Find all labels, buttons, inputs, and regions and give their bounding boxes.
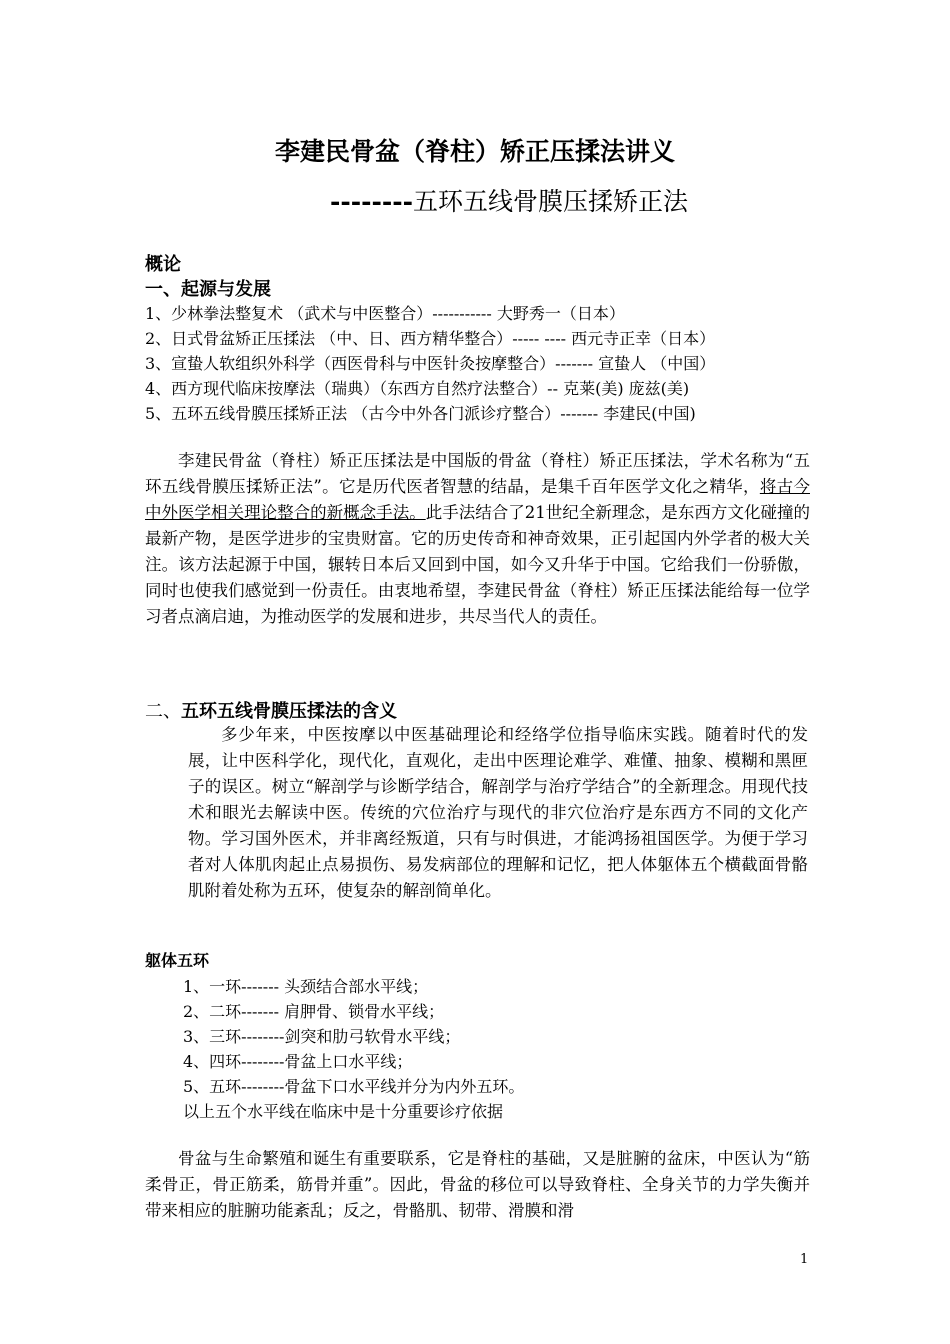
overview-heading: 概论 xyxy=(145,254,181,275)
document-subtitle xyxy=(330,182,688,218)
subtitle-dashes: -------- xyxy=(330,187,414,216)
section1-heading: 一、起源与发展 xyxy=(145,279,271,300)
intro-paragraph xyxy=(145,448,810,630)
meaning-paragraph: 多少年来，中医按摩以中医基础理论和经络学位指导临床实践。随着时代的发展，让中医科学化，现代化，直观化，走出中医理论难学、难懂、抽象、模糊和黑匣子的误区。树立“解剖学与诊断学结合，解剖学与治疗学结合”的全新理念。用现代技术和眼光去解读中医。传统的穴位治疗与现代的非穴位治疗是东西方不同的文化产物。学习国外医术，并非离经叛道，只有与时俱进，才能鸿扬祖国医学。为便于学习者对人体肌肉起止点易损伤、易发病部位的理解和记忆，把人体躯体五个横截面骨骼肌附着处称为五环，使复杂的解剖简单化。 xyxy=(188,725,808,900)
intro-underlined-text: 将古今中外医学相关理论整合的新概念手法。 xyxy=(145,477,810,522)
page-number: 1 xyxy=(800,1252,809,1267)
origin-item-4: 4、西方现代临床按摩法（瑞典）（东西方自然疗法整合）-- 克莱(美) 庞兹(美) xyxy=(145,379,690,398)
document-title: 李建民骨盆（脊柱）矫正压揉法讲义 xyxy=(274,137,675,166)
section2-heading-text: 五环五线骨膜压揉法的含义 xyxy=(181,701,397,722)
origin-item-1: 1、少林拳法整复术 （武术与中医整合）----------- 大野秀一（日本） xyxy=(145,304,625,323)
subtitle-text: 五环五线骨膜压揉矫正法 xyxy=(413,187,689,216)
ring-item-4: 4、四环--------骨盆上口水平线； xyxy=(183,1052,413,1071)
ring-item-5: 5、五环--------骨盆下口水平线并分为内外五环。 xyxy=(183,1077,525,1096)
intro-text-b: 此手法结合了21世纪全新理念，是东西方文化碰撞的最新产物，是医学进步的宝贵财富。它的历史传奇和神奇效果，正引起国内外学者的极大关注。该方法起源于中国，辗转日本后又回到中国，如今又升华于中国。它给我们一份骄傲，同时也使我们感觉到一份责任。由衷地希望，李建民骨盆（脊柱）矫正压揉法能给每一位学习者点滴启迪，为推动医学的发展和进步，共尽当代人的责任。 xyxy=(145,503,810,626)
origin-item-5: 5、五环五线骨膜压揉矫正法 （古今中外各门派诊疗整合）------- 李建民(中国) xyxy=(145,404,696,423)
pelvis-paragraph: 骨盆与生命繁殖和诞生有重要联系，它是脊柱的基础，又是脏腑的盆床，中医认为“筋柔骨正，骨正筋柔，筋骨并重”。因此，骨盆的移位可以导致脊柱、全身关节的力学失衡并带来相应的脏腑功能紊乱；反之，骨骼肌、韧带、滑膜和滑 xyxy=(145,1149,810,1220)
ring-item-3: 3、三环--------剑突和肋弓软骨水平线； xyxy=(183,1027,461,1046)
ring-item-2: 2、二环------- 肩胛骨、锁骨水平线； xyxy=(183,1002,445,1021)
rings-note: 以上五个水平线在临床中是十分重要诊疗依据 xyxy=(183,1102,504,1121)
section2-heading xyxy=(145,697,397,723)
origin-item-2: 2、日式骨盆矫正压揉法 （中、日、西方精华整合）----- ---- 西元寺正幸（日本） xyxy=(145,329,716,348)
rings-heading: 躯体五环 xyxy=(145,951,210,970)
section2-prefix: 二、 xyxy=(145,701,181,722)
intro-text-a: 李建民骨盆（脊柱）矫正压揉法是中国版的骨盆（脊柱）矫正压揉法，学术名称为“五环五线骨膜压揉矫正法”。它是历代医者智慧的结晶，是集千百年医学文化之精华， xyxy=(145,451,810,496)
ring-item-1: 1、一环------- 头颈结合部水平线； xyxy=(183,977,429,996)
origin-item-3: 3、宣蛰人软组织外科学（西医骨科与中医针灸按摩整合）------- 宣蛰人 （中国） xyxy=(145,354,716,373)
